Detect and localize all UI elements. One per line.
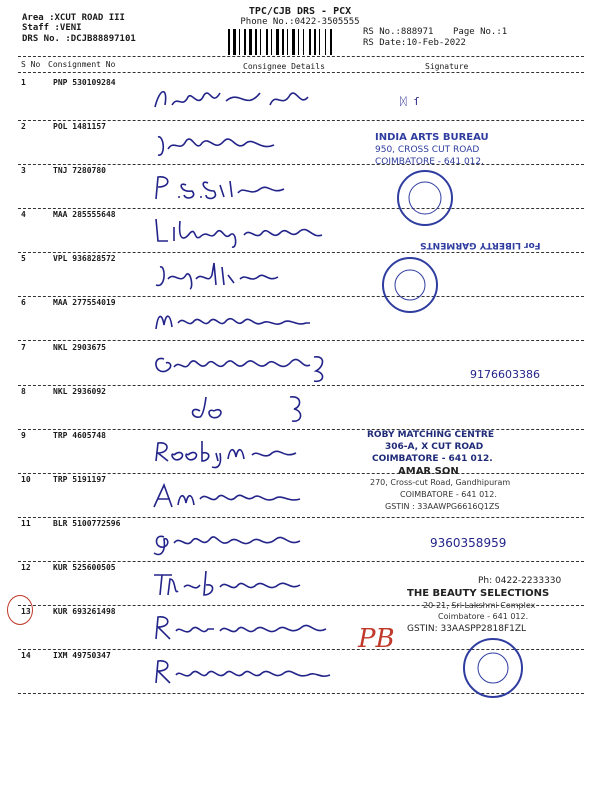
row-separator xyxy=(18,473,584,474)
handwritten-name-6 xyxy=(150,303,380,337)
stamp-india-arts-addr1: 950, CROSS CUT ROAD xyxy=(375,145,480,155)
barcode-bar xyxy=(298,29,299,55)
row-consignment: TRP 5191197 xyxy=(53,475,106,484)
col-sno: S No xyxy=(21,60,41,69)
rs-date: RS Date:10-Feb-2022 xyxy=(363,38,466,48)
row-separator xyxy=(18,340,584,341)
row-sno: 2 xyxy=(21,122,26,131)
phone-number: Phone No.:0422-3505555 xyxy=(240,17,360,27)
row-separator xyxy=(18,208,584,209)
header-center xyxy=(215,6,385,27)
barcode-bar xyxy=(233,29,236,55)
stamp-roby-line3: COIMBATORE - 641 012. xyxy=(372,454,493,464)
row-sno: 9 xyxy=(21,431,26,440)
barcode-bar xyxy=(276,29,279,55)
stamp-liberty: For LIBERTY GARMENTS xyxy=(420,240,541,250)
handwritten-name-4 xyxy=(150,215,380,249)
row-separator xyxy=(18,252,584,253)
handwritten-name-1 xyxy=(150,83,380,117)
row-sno: 12 xyxy=(21,563,31,572)
round-stamp-psr xyxy=(395,168,455,228)
barcode xyxy=(228,29,360,55)
row-consignment: NKL 2903675 xyxy=(53,343,106,352)
handwritten-phone-11: 9360358959 xyxy=(430,536,507,550)
row-sno: 7 xyxy=(21,343,26,352)
stamp-india-arts: INDIA ARTS BUREAU xyxy=(375,132,489,143)
handwritten-name-14 xyxy=(150,655,380,689)
stamp-amar-addr2: COIMBATORE - 641 012. xyxy=(400,490,497,499)
row-separator xyxy=(18,517,584,518)
handwritten-name-5 xyxy=(150,259,380,293)
round-stamp-joyalukkas xyxy=(380,255,440,315)
row-sno: 8 xyxy=(21,387,26,396)
handwritten-name-13 xyxy=(150,611,380,645)
row-consignment: KUR 693261498 xyxy=(53,607,116,616)
row-separator xyxy=(18,164,584,165)
stamp-india-arts-addr2: COIMBATORE - 641 012. xyxy=(375,157,484,167)
handwritten-name-2 xyxy=(150,127,380,161)
barcode-bar xyxy=(314,29,316,55)
row-sno: 10 xyxy=(21,475,31,484)
col-consignment: Consignment No xyxy=(48,60,116,69)
row-sno: 1 xyxy=(21,78,26,87)
barcode-bar xyxy=(292,29,295,55)
stamp-beauty-addr2: Coimbatore - 641 012. xyxy=(438,612,529,621)
row-consignment: MAA 285555648 xyxy=(53,210,116,219)
stamp-beauty-name: THE BEAUTY SELECTIONS xyxy=(407,588,550,599)
handwritten-phone-7: 9176603386 xyxy=(470,368,540,381)
row-separator xyxy=(18,296,584,297)
barcode-bar xyxy=(319,29,320,55)
row-consignment: MAA 277554019 xyxy=(53,298,116,307)
barcode-bar xyxy=(287,29,288,55)
row-consignment: TRP 4605748 xyxy=(53,431,106,440)
row-consignment: BLR 5100772596 xyxy=(53,519,121,528)
row-consignment: VPL 936828572 xyxy=(53,254,116,263)
row-consignment: KUR 525600505 xyxy=(53,563,116,572)
red-circle-mark xyxy=(7,595,33,625)
rs-number: RS No.:888971 xyxy=(363,27,434,37)
row-sno: 13 xyxy=(21,607,31,616)
barcode-bar xyxy=(303,29,304,55)
handwritten-name-8 xyxy=(150,391,380,425)
barcode-bar xyxy=(330,29,332,55)
staff-label: Staff :VENI xyxy=(22,23,82,33)
row-separator xyxy=(18,561,584,562)
barcode-bar xyxy=(239,29,240,55)
barcode-bar xyxy=(260,29,261,55)
barcode-bar xyxy=(228,29,230,55)
stamp-roby-line1: ROBY MATCHING CENTRE xyxy=(367,430,495,440)
row-separator xyxy=(18,385,584,386)
barcode-bar xyxy=(271,29,272,55)
area-label: Area :XCUT ROAD III xyxy=(22,13,125,23)
row-sno: 6 xyxy=(21,298,26,307)
col-signature: Signature xyxy=(425,62,469,71)
drs-number: DRS No. :DCJB88897101 xyxy=(22,34,136,44)
handwritten-name-3 xyxy=(150,171,380,205)
barcode-bar xyxy=(249,29,252,55)
barcode-bar xyxy=(266,29,268,55)
initials-13: PB xyxy=(358,624,395,654)
row-consignment: NKL 2936092 xyxy=(53,387,106,396)
signature-1: ᛞ ſ xyxy=(400,95,420,108)
handwritten-name-11 xyxy=(150,523,380,557)
stamp-beauty-phone: Ph: 0422-2233330 xyxy=(478,576,562,586)
barcode-bar xyxy=(244,29,246,55)
row-consignment: POL 1481157 xyxy=(53,122,106,131)
header-rule-top xyxy=(18,56,584,57)
barcode-bar xyxy=(255,29,257,55)
stamp-roby-line2: 306-A, X CUT ROAD xyxy=(385,442,484,452)
handwritten-name-7 xyxy=(150,347,380,381)
round-stamp-venmla xyxy=(462,636,524,700)
page-number: Page No.:1 xyxy=(453,27,508,37)
handwritten-name-10 xyxy=(150,479,380,513)
row-sno: 11 xyxy=(21,519,31,528)
stamp-amar-addr1: 270, Cross-cut Road, Gandhipuram xyxy=(370,478,511,487)
header-rule-bottom xyxy=(18,72,584,73)
stamp-beauty-gstin: GSTIN: 33AASPP2818F1ZL xyxy=(407,624,527,634)
row-sno: 4 xyxy=(21,210,26,219)
row-sno: 5 xyxy=(21,254,26,263)
row-consignment: PNP 530109284 xyxy=(53,78,116,87)
document-title: TPC/CJB DRS - PCX xyxy=(248,6,352,17)
handwritten-name-12 xyxy=(150,567,380,601)
barcode-bar xyxy=(282,29,284,55)
row-sno: 14 xyxy=(21,651,31,660)
row-separator xyxy=(18,120,584,121)
barcode-bar xyxy=(325,29,326,55)
stamp-amar-name: AMAR SON xyxy=(398,466,459,477)
handwritten-name-9 xyxy=(150,435,380,469)
stamp-beauty-addr1: 20-21, Sri Lakshmi Complex xyxy=(423,601,536,610)
row-sno: 3 xyxy=(21,166,26,175)
col-consignee: Consignee Details xyxy=(243,62,325,71)
row-consignment: TNJ 7280780 xyxy=(53,166,106,175)
stamp-amar-gstin: GSTIN : 33AAWPG6616Q1ZS xyxy=(385,502,500,511)
barcode-bar xyxy=(309,29,311,55)
row-separator xyxy=(18,429,584,430)
row-consignment: IXM 49750347 xyxy=(53,651,111,660)
